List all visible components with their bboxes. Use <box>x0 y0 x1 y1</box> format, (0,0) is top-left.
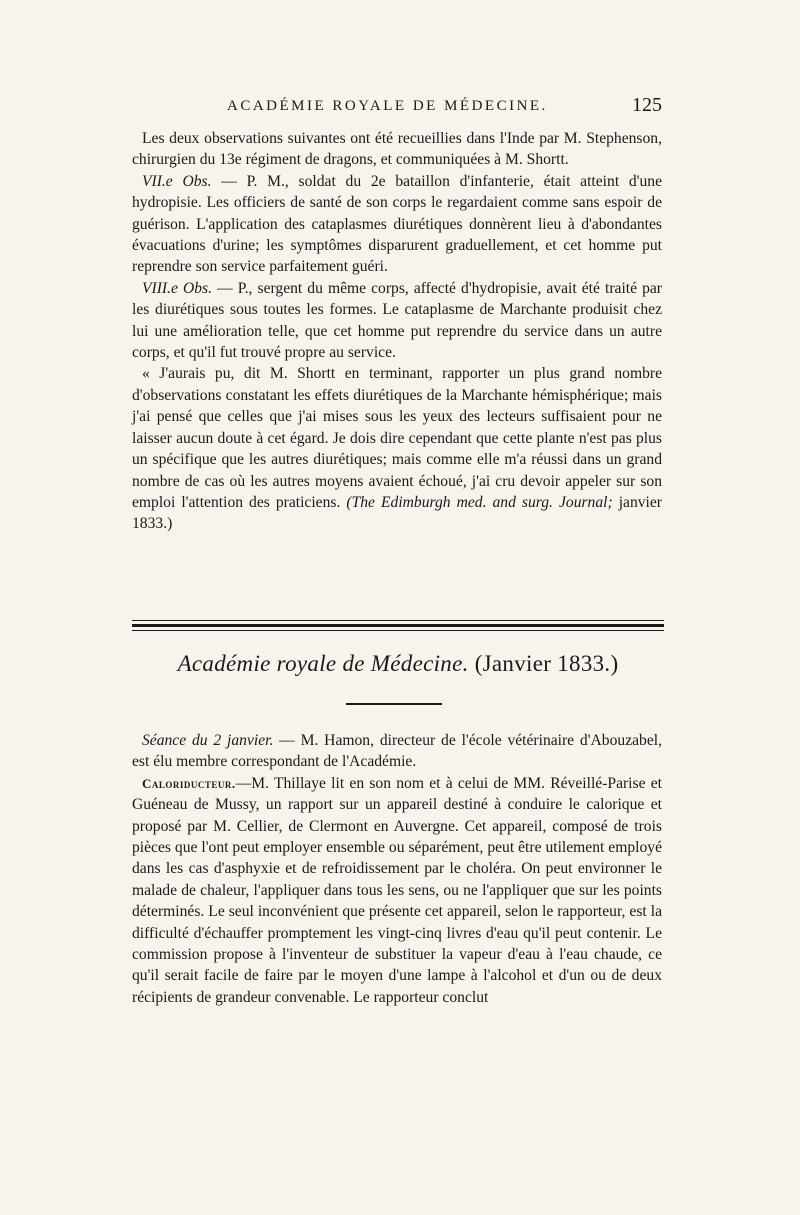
observation-vii-text: — P. M., soldat du 2e bataillon d'infanterie, était atteint d'une hydropisie. Les officiers de santé de son corps le regardaient comme sans espoir de guérison. L'application des cataplasmes diurétiques donnèrent lieu à d'abondantes évacuations d'urine; les symptômes disparurent graduellement, et cet homme put reprendre son service parfaitement guéri. <box>132 172 663 276</box>
journal-citation: (The Edimburgh med. and surg. Journal; <box>340 493 613 511</box>
title-underline <box>346 703 442 705</box>
divider-line <box>132 630 664 631</box>
session-report <box>132 730 662 1008</box>
observation-viii-text: — P., sergent du même corps, affecté d'hydropisie, avait été traité par les diurétiques sous toutes les formes. Le cataplasme de Marchante produisit chez lui une amélioration telle, que cet homme put reprendre du service dans un autre corps, et qu'il fut trouvé propre au service. <box>132 279 662 362</box>
section-title <box>132 651 664 677</box>
citation-date: janvier 1833.) <box>132 493 662 533</box>
closing-quote <box>132 363 662 534</box>
running-head <box>132 94 662 122</box>
session-lead-text: — M. Hamon, directeur de l'école vétérinaire d'Abouzabel, est élu membre correspondant de l'Académie. <box>132 732 662 771</box>
observation-viii <box>132 278 662 364</box>
section-divider <box>132 620 664 634</box>
caloriducteur-paragraph <box>132 773 662 1008</box>
session-lead <box>132 730 662 773</box>
caloriducteur-text: —M. Thillaye lit en son nom et à celui de MM. Réveillé-Parise et Guéneau de Mussy, un rapport sur un appareil destiné à conduire le calorique et proposé par M. Cellier, de Clermont en Auvergne. Cet appareil, composé de trois pièces que l'ont peut employer ensemble ou séparément, peut être utilement employé dans les cas d'asphyxie et de refroidissement par le choléra. On peut environner le malade de chaleur, l'appliquer dans tous les sens, ou ne l'appliquer que sur les points déterminés. Le seul inconvénient que présente cet appareil, selon le rapporteur, est la difficulté d'échauffer promptement les vingt-cinq livres d'eau qu'il peut contenir. Le commission propose à l'inventeur de substituer la vapeur d'eau à l'eau chaude, ce qu'il serait facile de faire par le moyen d'une lampe à l'alcohol et d'un ou de deux récipients de grandeur convenable. Le rapporteur conclut <box>132 774 662 1006</box>
running-title: ACADÉMIE ROYALE DE MÉDECINE. <box>227 98 548 114</box>
caloriducteur-label: Caloriducteur. <box>142 775 236 791</box>
divider-line <box>132 624 664 627</box>
observation-viii-label: VIII.e Obs. <box>142 279 213 297</box>
closing-quote-text: « J'aurais pu, dit M. Shortt en terminant, rapporter un plus grand nombre d'observations constatant les effets diurétiques de la Marchante hémisphérique; mais j'ai pensé que celles que j'ai mises sous les yeux des lecteurs suffisaient pour ne laisser aucun doute à cet égard. Je dois dire cependant que cette plante n'est pas plus un spécifique que les autres diurétiques; mais comme elle m'a réussi dans un grand nombre de cas où les autres moyens avaient échoué, j'ai cru devoir appeler sur son emploi l'attention des praticiens. <box>132 365 662 511</box>
observation-vii <box>132 171 662 278</box>
observation-vii-label: VII.e Obs. <box>142 172 212 190</box>
intro-paragraph: Les deux observations suivantes ont été recueillies dans l'Inde par M. Stephenson, chirurgien du 13e régiment de dragons, et communiquées à M. Shortt. <box>132 130 662 169</box>
section-title-date: (Janvier 1833.) <box>468 651 619 676</box>
section-title-italic: Académie royale de Médecine. <box>177 651 469 676</box>
session-date: Séance du 2 janvier. <box>142 732 274 749</box>
article-continuation <box>132 128 662 535</box>
page-number: 125 <box>632 94 662 116</box>
divider-line <box>132 620 664 621</box>
